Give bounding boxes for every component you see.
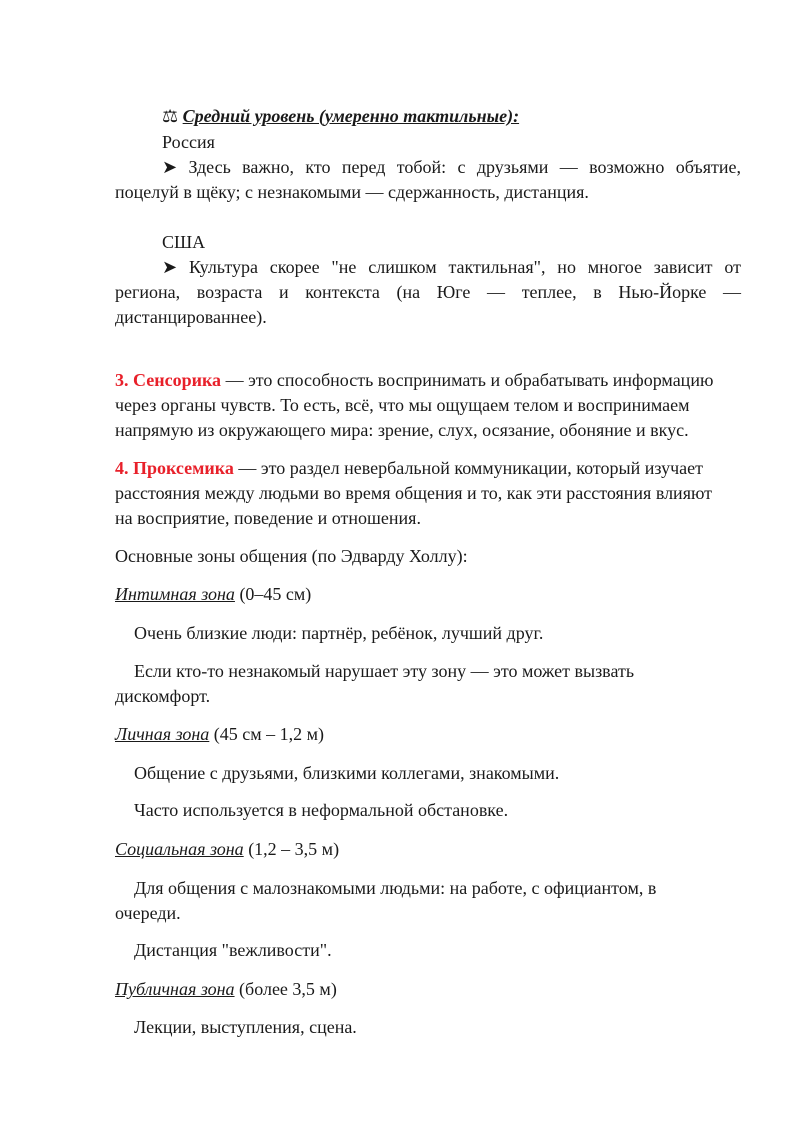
proxemics-line-3: на восприятие, поведение и отношения. (115, 508, 421, 528)
arrow-icon: ➤ (162, 257, 178, 277)
zone-name: Интимная зона (115, 584, 235, 604)
zone-text: Лекции, выступления, сцена. (134, 1017, 357, 1037)
zone-heading-public: Публичная зона (более 3,5 м) (115, 979, 337, 999)
usa-text-line-3: дистанцированнее). (115, 307, 267, 327)
zone-text: Если кто-то незнакомый нарушает эту зону — это может вызвать (134, 661, 635, 681)
usa-text-line-1: ➤ Культура скорее "не слишком тактильная", но многое зависит от (162, 257, 741, 277)
sensorika-term: 3. Сенсорика (115, 370, 222, 390)
zone-text: Часто используется в неформальной обстановке. (134, 800, 509, 820)
zone-name: Социальная зона (115, 839, 244, 859)
zones-intro: Основные зоны общения (по Эдварду Холлу): (115, 546, 468, 566)
zone-name: Публичная зона (115, 979, 235, 999)
sensorika-line-1: 3. Сенсорика — это способность воспринимать и обрабатывать информацию (115, 370, 714, 390)
zone-text: дискомфорт. (115, 686, 211, 706)
russia-text-line-2: поцелуй в щёку; с незнакомыми — сдержанность, дистанция. (115, 182, 589, 202)
russia-text-line-1: ➤ Здесь важно, кто перед тобой: с друзьями — возможно объятие, (162, 157, 741, 177)
zone-heading-personal: Личная зона (45 см – 1,2 м) (115, 724, 325, 744)
zone-text: Для общения с малознакомыми людьми: на работе, с официантом, в (134, 878, 657, 898)
proxemics-line-1: 4. Проксемика — это раздел невербальной коммуникации, который изучает (115, 458, 704, 478)
zone-text: Очень близкие люди: партнёр, ребёнок, лучший друг. (134, 623, 544, 643)
medium-level-title: Средний уровень (умеренно тактильные): (182, 106, 520, 126)
sensorika-line-2: через органы чувств. То есть, всё, что мы ощущаем телом и воспринимаем (115, 395, 690, 415)
proxemics-term: 4. Проксемика (115, 458, 234, 478)
country-russia: Россия (162, 132, 215, 152)
sensorika-line-3: напрямую из окружающего мира: зрение, слух, осязание, обоняние и вкус. (115, 420, 689, 440)
usa-text-line-2: региона, возраста и контекста (на Юге — теплее, в Нью-Йорке — (115, 282, 741, 302)
zone-text: Общение с друзьями, близкими коллегами, знакомыми. (134, 763, 560, 783)
country-usa: США (162, 232, 206, 252)
zone-name: Личная зона (115, 724, 210, 744)
scales-icon: ⚖ (162, 106, 179, 126)
zone-heading-social: Социальная зона (1,2 – 3,5 м) (115, 839, 340, 859)
proxemics-line-2: расстояния между людьми во время общения и то, как эти расстояния влияют (115, 483, 713, 503)
arrow-icon: ➤ (162, 157, 178, 177)
zone-text: Дистанция "вежливости". (134, 940, 332, 960)
zone-text: очереди. (115, 903, 181, 923)
medium-level-heading (162, 104, 519, 128)
zone-heading-intimate: Интимная зона (0–45 см) (115, 584, 312, 604)
